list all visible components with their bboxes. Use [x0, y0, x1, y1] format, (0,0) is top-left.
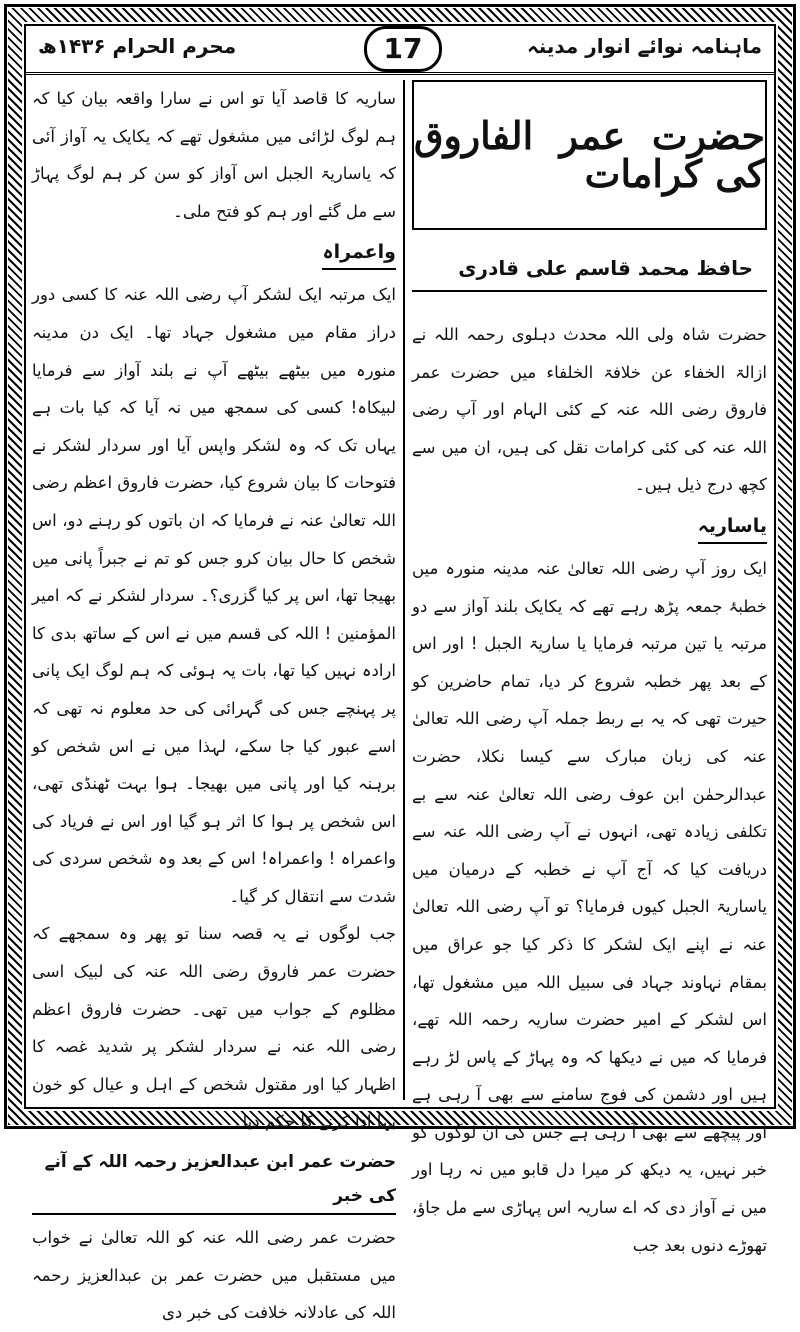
column-divider: [403, 80, 405, 1100]
paragraph-waumarah: ایک مرتبہ ایک لشکر آپ رضی اللہ عنہ کا کسی دور دراز مقام میں مشغول جہاد تھا۔ ایک دن مدینہ منورہ میں بیٹھے بیٹھے آپ نے بلند آواز سے فرمایا لبیکاہ! کسی کی سمجھ میں نہ آیا کہ کیا بات ہے یہاں تک کہ وہ لشکر واپس آیا اور سردار لشکر نے فتوحات کا بیان شروع کیا، حضرت فاروق اعظم رضی اللہ تعالیٰ عنہ نے فرمایا کہ ان باتوں کو رہنے دو، اس شخص کا حال بیان کرو جس کو تم نے جبراً پانی میں بھیجا تھا، اس پر کیا گزری؟۔ سردار لشکر نے کہ امیر المؤمنین ! اللہ کی قسم میں نے اس کے ساتھ بدی کا ارادہ نہیں کیا تھا، بات یہ ہوئی کہ ہم لوگ ایک پانی پر پہنچے جس کی گہرائی کی حد معلوم نہ تھی کہ اسے عبور کیا جا سکے، لہذا میں نے اس شخص کو برہنہ کیا اور پانی میں بھیجا۔ ہوا بہت ٹھنڈی تھی، اس شخص پر ہوا کا اثر ہو گیا اور اس نے فریاد کی واعمراہ ! واعمراہ! اس کے بعد وہ شخص سردی کی شدت سے انتقال کر گیا۔: [32, 285, 396, 906]
paragraph-aftermath: جب لوگوں نے یہ قصہ سنا تو پھر وہ سمجھے کہ حضرت عمر فاروق رضی اللہ عنہ کی لبیک اسی مظلوم کے جواب میں تھی۔ حضرت فاروق اعظم رضی اللہ عنہ نے سردار لشکر پر شدید غصہ کا اظہار کیا اور مقتول شخص کے اہل و عیال کو خون بہا ادا کرنے کا حکم دیا۔: [32, 924, 396, 1132]
intro-paragraph: حضرت شاہ ولی اللہ محدث دہلوی رحمہ اللہ نے ازالۃ الخفاء عن خلافۃ الخلفاء میں حضرت عمر فاروق رضی اللہ عنہ کے کئی الہام اور آپ رضی اللہ عنہ کی کئی کرامات نقل کی ہیں، ان میں سے کچھ درج ذیل ہیں۔: [412, 325, 767, 495]
section-heading-umar-abdulaziz: حضرت عمر ابن عبدالعزیز رحمہ اللہ کے آنے کی خبر: [32, 1145, 396, 1215]
page-header: [24, 24, 776, 75]
page-number: 17: [364, 26, 442, 72]
paragraph-umar-abdulaziz: حضرت عمر رضی اللہ عنہ کو اللہ تعالیٰ نے خواب میں مستقبل میں حضرت عمر بن عبدالعزیز رحمہ اللہ کی عادلانہ خلافت کی خبر دی: [32, 1228, 396, 1323]
paragraph-ya-sariya: ایک روز آپ رضی اللہ تعالیٰ عنہ مدینہ منورہ میں خطبۂ جمعہ پڑھ رہے تھے کہ یکایک بلند آواز سے دو مرتبہ یا تین مرتبہ فرمایا یا ساریۃ الجبل ! اور اس کے بعد پھر خطبہ شروع کر دیا، تمام حاضرین کو حیرت تھی کہ یہ بے ربط جملہ آپ رضی اللہ تعالیٰ عنہ کی زبان مبارک سے کیسا نکلا، حضرت عبدالرحمٰن ابن عوف رضی اللہ تعالیٰ عنہ سے بے تکلفی زیادہ تھی، انہوں نے آپ رضی اللہ عنہ سے دریافت کیا کہ آج آپ نے خطبہ کے درمیان میں یاساریۃ الجبل کیوں فرمایا؟ تو آپ رضی اللہ تعالیٰ عنہ نے اپنے ایک لشکر کا ذکر کیا جو عراق میں بمقام نہاوند جہاد فی سبیل اللہ میں مشغول تھا، اس لشکر کے امیر حضرت ساریہ رحمہ اللہ تھے، فرمایا کہ میں نے دیکھا کہ وہ پہاڑ کے پاس لڑ رہے ہیں اور دشمن کی فوج سامنے سے بھی آ رہی ہے اور پیچھے سے بھی آ رہی ہے جس کی ان لوگوں کو خبر نہیں، یہ دیکھ کر میرا دل قابو میں نہ رہا اور میں نے آواز دی کہ اے ساریہ اس پہاڑی سے مل جاؤ، تھوڑے دنوں بعد جب: [412, 558, 767, 1255]
article-title: حضرت عمر الفاروق کی کرامات: [412, 80, 767, 230]
article-author: حافظ محمد قاسم علی قادری: [412, 246, 767, 292]
section-heading-waumarah: واعمراہ: [322, 236, 396, 270]
magazine-name: ماہنامہ نوائے انوار مدینہ: [526, 34, 762, 58]
right-column: [412, 80, 767, 1264]
paragraph-continuation: ساریہ کا قاصد آیا تو اس نے سارا واقعہ بیان کیا کہ ہم لوگ لڑائی میں مشغول تھے کہ یکایک یہ آواز آئی کہ یاساریۃ الجبل اس آواز کو سن کر ہم لوگ پہاڑ سے مل گئے اور ہم کو فتح ملی۔: [32, 89, 396, 221]
left-column: [32, 80, 396, 1332]
section-heading-ya-sariya: یاساریہ: [698, 510, 767, 544]
issue-date: محرم الحرام ۱۴۳۶ھ: [38, 34, 237, 58]
